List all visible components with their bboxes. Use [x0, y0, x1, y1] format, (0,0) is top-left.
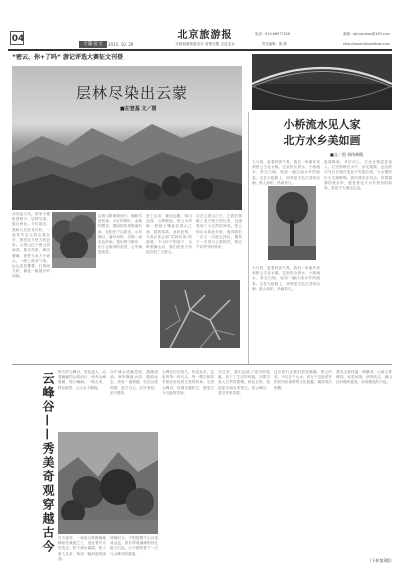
article1-body-col3: 登上山顶，极目远眺，群山连绵，云雾缭绕。密云水库像一面镜子镶嵌在群山之间，碧波荡漾。此时此刻，才真正体会到“层林尽染”的意境。下山时夕阳西下，余晖洒满山谷，我们依依不舍地告别了云蒙山。 [146, 214, 192, 255]
trees-illustration [52, 212, 96, 268]
header-contact-email: 邮箱：bjlvyoubao@163.com [343, 32, 390, 36]
paper-tagline: 文明和谐旅游出行 清情无限 走近北京 [175, 42, 235, 46]
article3-body-col2: 谷中溪水清澈见底，潺潺流淌。秋叶飘落水面，随波而去，别有一番情趣。站在谷底仰望，蓝天白云，红叶青松，美不胜收。 [110, 370, 158, 395]
article1-title: 层林尽染出云蒙 [75, 84, 188, 102]
water-town-illustration [268, 186, 316, 260]
article2-title-line2: 北方水乡美如画 [283, 134, 361, 147]
header-website: http://www.bjtravelbao.com [343, 42, 390, 46]
bridge-illustration [252, 54, 392, 110]
cloud-mountain-panorama-photo [12, 66, 242, 210]
valley-illustration [58, 432, 158, 534]
article1-body-col2: 沿着山路缓缓而行，满眼尽是秋意。火红的枫叶、金黄的银杏、墨绿的松柏错落有致，在阳光下闪着光。山风拂过，落叶纷纷，仿佛一场彩色的雨。我们停下脚步，拍下这难得的美景，心中满是欢喜。 [98, 214, 142, 255]
article3-title: 云峰谷——秀美奇观穿越古今 [41, 372, 55, 554]
header-rule [8, 49, 392, 51]
header-editor: 责任编辑：陈 晨 [262, 42, 287, 46]
issue-date: 2015. 10. 29 [108, 42, 134, 47]
article2-author: ■文／图 刘伟林摄 [330, 152, 364, 157]
water-town-tree-photo [268, 186, 316, 260]
section-divider [12, 364, 392, 365]
page-number: 04 [11, 34, 25, 44]
campaign-subtitle: “密云、你+了吗” 游记评选大赛征文刊登 [12, 54, 124, 61]
autumn-trees-photo [52, 212, 96, 268]
article3-body-col6: 我们沿着栈道一路攀登，山间云雾缭绕，宛若仙境。秋风吹过，满山红叶随风摇曳，如同燃烧的火焰。 [336, 370, 392, 385]
article3-body-col3: 云峰谷历史悠久，传说众多。这里的每一块石头、每一棵古树似乎都在诉说着古老的故事。走进云峰谷，仿佛穿越时空，感受古今交融的奇妙。 [162, 370, 214, 395]
article3-body-col1: 秋天的云峰谷，景色迷人。沿着蜿蜒的山路前行，两旁山峰陡峭，怪石嶙峋。一路走来，移步换景，让人目不暇接。 [58, 370, 106, 390]
cloud-peak-valley-photo [58, 432, 158, 534]
article3-body-col7: 在古道旁，一座座石桥静静地横卧在溪流之上，见证着岁月的变迁。桥下流水潺潺，桥上游人往来，构成一幅和谐的画面。 [58, 536, 106, 561]
article1-body-col1: 凉风起天末，谁家小楼里望秋月。层林尽染，极目秋色。今年国庆，我和几位好友约好，一起驾车去云蒙山看红叶，感受北方秋天的色彩。云蒙山位于密云西南部，林木茂密，峰峦叠嶂，被誉为北方小黄山。一路上秋高气爽，远山层层叠叠，红黄绿交织，像是一幅展开的油画。 [12, 212, 50, 279]
article1-author: ■左登基 文／图 [120, 106, 157, 112]
article2-body-col2: 夜幕降临，华灯初上，古北水镇更显迷人。灯光倒映在水中，波光粼粼。远处的司马台长城在夜色中若隐若现，与水镇的灯火交相辉映。我们漫步在河边，听着潺潺的流水声，感受着北方水乡独有的韵味，真是令人流连忘返。 [324, 160, 392, 191]
article2-body-col1: 九月底，趁着秋高气爽，我们一家驱车来到密云古北水镇。这里依山傍水，小桥流水，青瓦白墙，宛如一幅江南水乡的画卷。走在石板路上，两旁是古色古香的店铺，游人如织，热闹非凡。 [252, 160, 320, 185]
branches-illustration [160, 280, 240, 348]
column-divider [248, 112, 249, 364]
page-header [0, 0, 400, 50]
article2-body-col1b: 九月底，趁着秋高气爽，我们一家驱车来到密云古北水镇。这里依山傍水，小桥流水，青瓦白墙，宛如一幅江南水乡的画卷。走在石板路上，两旁是古色古香的店铺，游人如织，热闹非凡。 [252, 266, 320, 291]
continued-note: （下转第3版） [367, 558, 394, 563]
dry-branches-photo [160, 280, 240, 348]
article3-body-col5: 这次旅行让我们收获满满。密云的美，不仅在于山水，更在于这里淳朴的民风和深厚的文化底蕴。期待再次相聚。 [274, 370, 332, 390]
article3-body-col4: 在这里，我们远离了城市的喧嚣，放下了生活的烦恼，尽情享受大自然的馈赠。秋色正浓，欢迎更多朋友来密云，来云峰谷，看这秀美奇观。 [218, 370, 270, 395]
paper-name: 北京旅游报 [177, 30, 233, 41]
article3-body-col8: 傍晚时分，夕阳将整个山谷染成金色，我们带着满满的回忆踏上归途，心中期待着下一次与云峰谷的重逢。 [110, 536, 158, 556]
article2-title-line1: 小桥流水见人家 [283, 118, 361, 131]
header-contact-phone: 电话：010-66977426 [255, 32, 291, 36]
arch-bridge-night-photo [252, 54, 392, 110]
article1-body-col4: 这次云蒙山之行，让我们领略了北方秋天的壮美，也感受到了大自然的神奇。密云的山水如此多娇，值得我们一次又一次地去探访。期待下一次再与云蒙相约，看它不同季节的风采。 [196, 214, 242, 250]
section-badge: 专题·征文 [79, 41, 107, 48]
